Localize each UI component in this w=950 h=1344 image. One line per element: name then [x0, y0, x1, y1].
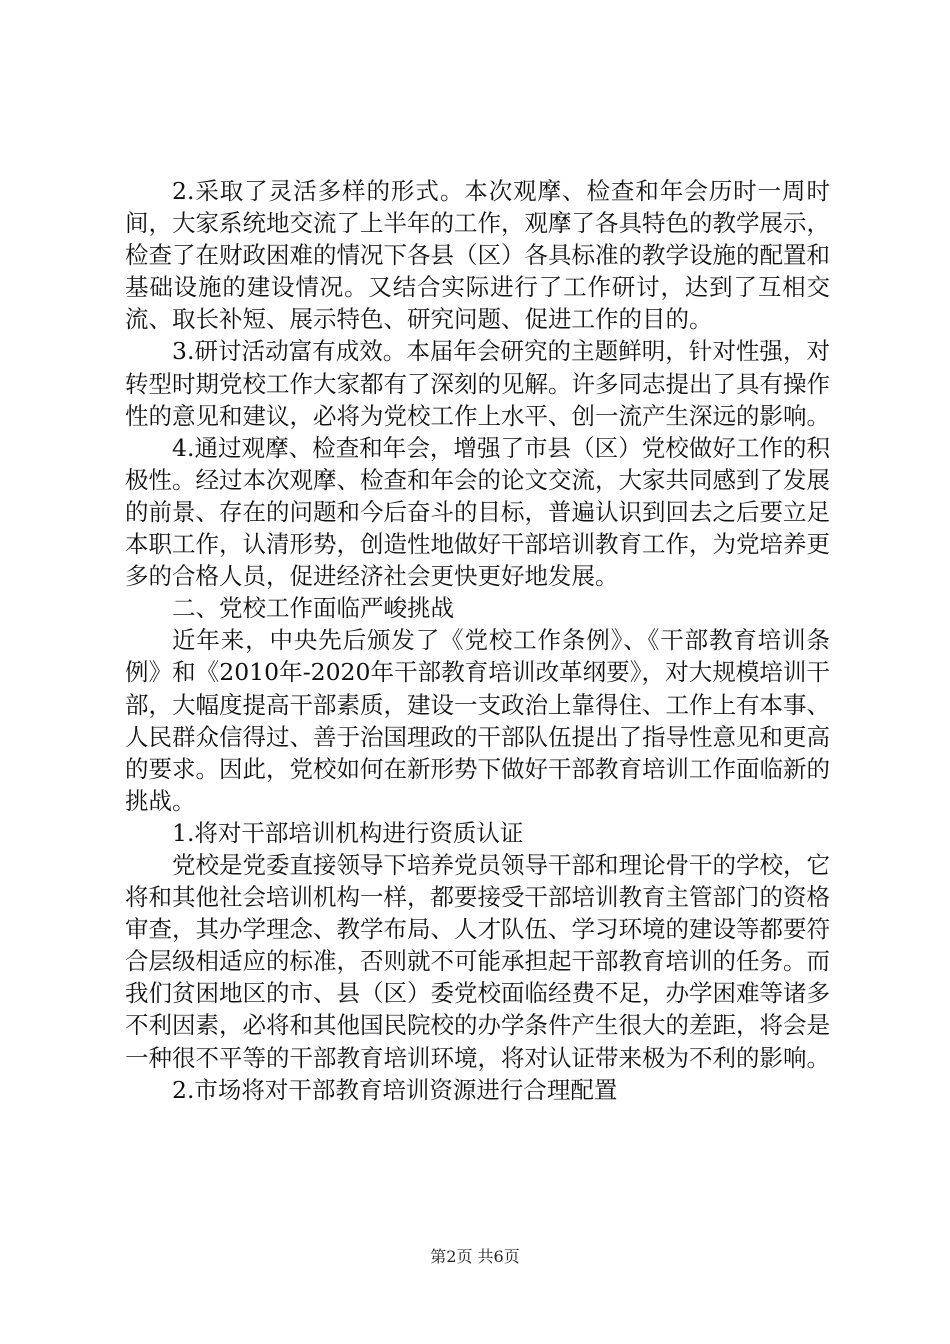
subheading-market-allocation: 2.市场将对干部教育培训资源进行合理配置	[172, 1075, 618, 1104]
subheading-qualification: 1.将对干部培训机构进行资质认证	[172, 818, 524, 847]
document-body	[125, 175, 830, 1106]
page-number-footer: 第2页 共6页	[430, 1247, 520, 1266]
paragraph-point-4: 4.通过观摩、检查和年会，增强了市县（区）党校做好工作的积极性。经过本次观摩、检查和年会的论文交流，大家共同感到了发展的前景、存在的问题和今后奋斗的目标，普遍认识到回去之后要立足本职工作，认清形势，创造性地做好干部培训教育工作，为党培养更多的合格人员，促进经济社会更快更好地发展。	[125, 433, 830, 591]
section-heading-challenges: 二、党校工作面临严峻挑战	[172, 594, 454, 623]
paragraph-recent-years: 近年来，中央先后颁发了《党校工作条例》、《干部教育培训条例》和《2010年-2020年干部教育培训改革纲要》，对大规模培训干部，大幅度提高干部素质，建设一支政治上靠得住、工作上有本事、人民群众信得过、善于治国理政的干部队伍提出了指导性意见和更高的要求。因此，党校如何在新形势下做好干部教育培训工作面临新的挑战。	[125, 626, 830, 815]
paragraph-point-2: 2.采取了灵活多样的形式。本次观摩、检查和年会历时一周时间，大家系统地交流了上半年的工作，观摩了各具特色的教学展示，检查了在财政困难的情况下各县（区）各具标准的教学设施的配置和基础设施的建设情况。又结合实际进行了工作研讨，达到了互相交流、取长补短、展示特色、研究问题、促进工作的目的。	[125, 177, 830, 334]
paragraph-party-school: 党校是党委直接领导下培养党员领导干部和理论骨干的学校，它将和其他社会培训机构一样，都要接受干部培训教育主管部门的资格审查，其办学理念、教学布局、人才队伍、学习环境的建设等都要符合层级相适应的标准，否则就不可能承担起干部教育培训的任务。而我们贫困地区的市、县（区）委党校面临经费不足，办学困难等诸多不利因素，必将和其他国民院校的办学条件产生很大的差距，将会是一种很不平等的干部教育培训环境，将对认证带来极为不利的影响。	[125, 850, 830, 1072]
paragraph-point-3: 3.研讨活动富有成效。本届年会研究的主题鲜明，针对性强，对转型时期党校工作大家都有了深刻的见解。许多同志提出了具有操作性的意见和建议，必将为党校工作上水平、创一流产生深远的影响。	[125, 337, 830, 430]
